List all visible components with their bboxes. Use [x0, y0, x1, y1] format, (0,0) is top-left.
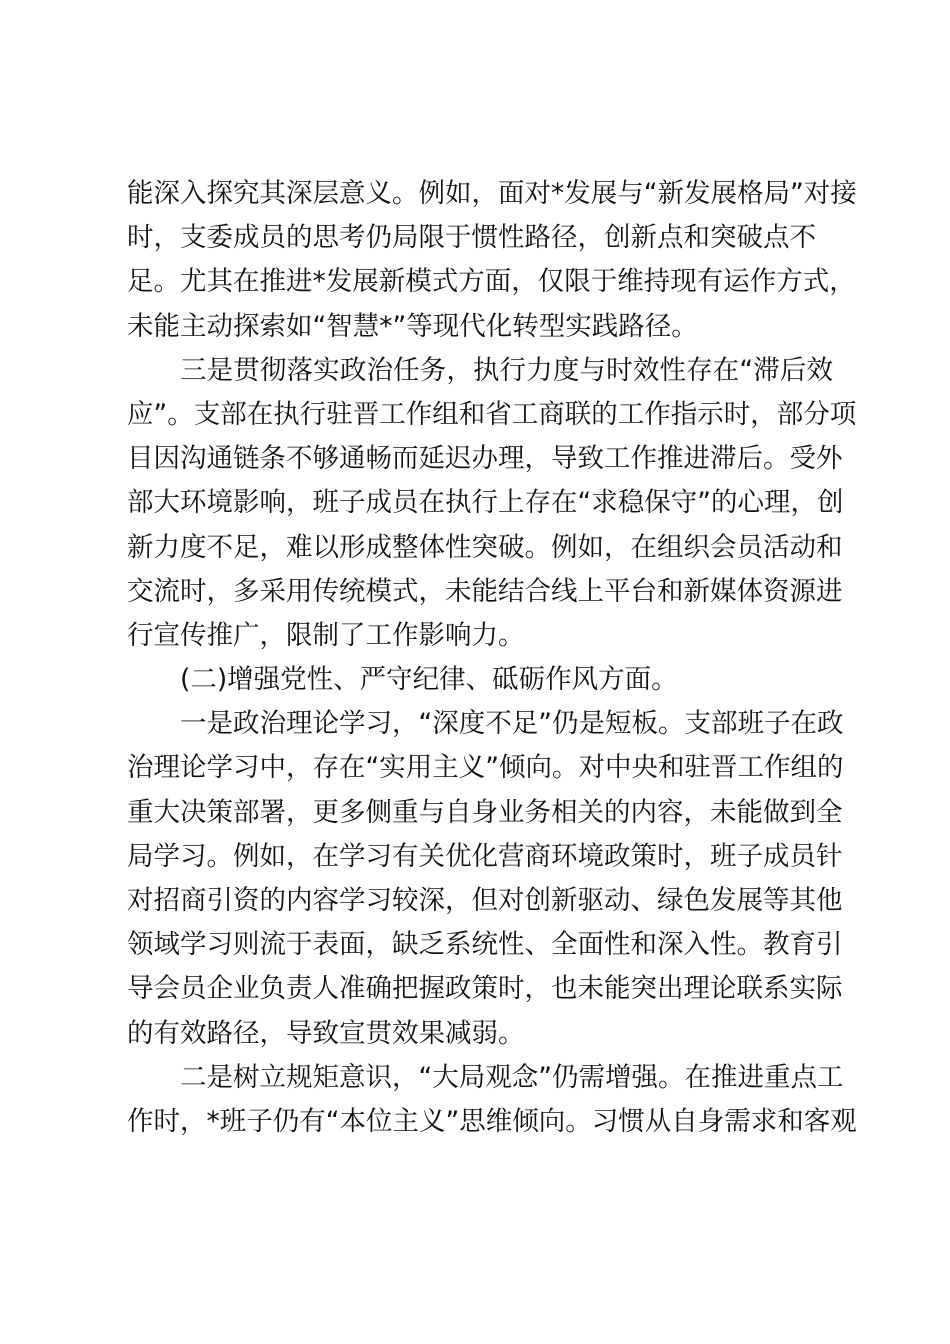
text-line: 作时，*班子仍有“本位主义”思维倾向。习惯从自身需求和客观: [127, 1105, 857, 1137]
text-line: 目因沟通链条不够通畅而延迟办理，导致工作推进滞后。受外: [127, 443, 843, 475]
text-line: 应”。支部在执行驻晋工作组和省工商联的工作指示时，部分项: [127, 398, 857, 430]
text-line: 二是树立规矩意识，“大局观念”仍需增强。在推进重点工: [180, 1061, 844, 1093]
text-line: 局学习。例如，在学习有关优化营商环境政策时，班子成员针: [127, 840, 843, 872]
text-line: 部大环境影响，班子成员在执行上存在“求稳保守”的心理，创: [127, 487, 844, 519]
text-line: 能深入探究其深层意义。例如，面对*发展与“新发展格局”对接: [127, 178, 857, 209]
text-line: 未能主动探索如“智慧*”等现代化转型实践路径。: [127, 310, 698, 342]
text-line: 重大决策部署，更多侧重与自身业务相关的内容，未能做到全: [127, 796, 843, 828]
text-line: 的有效路径，导致宣贯效果减弱。: [127, 1017, 525, 1049]
text-line: 一是政治理论学习，“深度不足”仍是短板。支部班子在政: [180, 708, 844, 740]
document-body: [127, 172, 857, 1144]
text-line: 时，支委成员的思考仍局限于惯性路径，创新点和突破点不: [127, 222, 816, 254]
text-line: 治理论学习中，存在“实用主义”倾向。对中央和驻晋工作组的: [127, 752, 844, 784]
text-line: 足。尤其在推进*发展新模式方面，仅限于维持现有运作方式，: [127, 266, 856, 298]
section-heading: (二)增强党性、严守纪律、砥砺作风方面。: [180, 664, 678, 696]
text-line: 领域学习则流于表面，缺乏系统性、全面性和深入性。教育引: [127, 929, 843, 961]
text-line: 行宣传推广，限制了工作影响力。: [127, 619, 525, 651]
text-line: 交流时，多采用传统模式，未能结合线上平台和新媒体资源进: [127, 575, 843, 607]
text-line: 导会员企业负责人准确把握政策时，也未能突出理论联系实际: [127, 973, 843, 1005]
text-line: 新力度不足，难以形成整体性突破。例如，在组织会员活动和: [127, 531, 843, 563]
text-line: 对招商引资的内容学习较深，但对创新驱动、绿色发展等其他: [127, 885, 843, 916]
text-line: 三是贯彻落实政治任务，执行力度与时效性存在“滞后效: [180, 354, 833, 386]
